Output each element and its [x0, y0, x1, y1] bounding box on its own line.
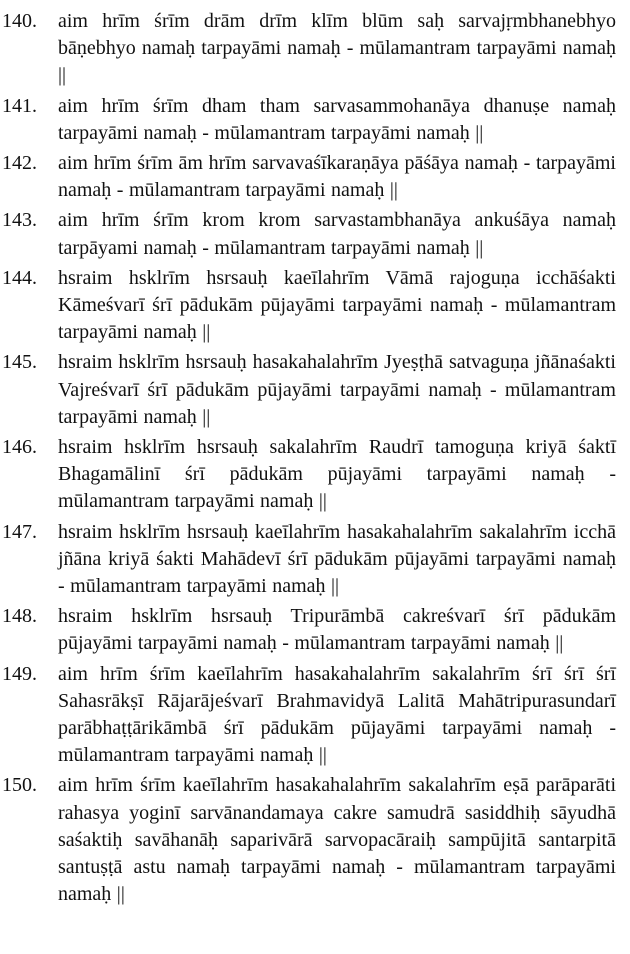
verse-147 [2, 519, 616, 601]
verse-text: aim hrīm śrīm ām hrīm sarvavaśīkaraṇāya pāśāya namaḥ - tarpayāmi namaḥ - mūlamantram tarpayāmi namaḥ || [58, 152, 616, 202]
verse-text: aim hrīm śrīm krom krom sarvastambhanāya ankuśāya namaḥ tarpāyami namaḥ - mūlamantram tarpayāmi namaḥ || [58, 209, 616, 259]
verse-number: 141. [2, 94, 37, 117]
verse-150 [2, 772, 616, 908]
verse-text: aim hrīm śrīm drām drīm klīm blūm saḥ sarvajṛmbhanebhyo bāṇebhyo namaḥ tarpayāmi namaḥ - mūlamantram tarpayāmi namaḥ || [58, 10, 616, 87]
verse-146 [2, 434, 616, 516]
verse-text: hsraim hsklrīm hsrsauḥ sakalahrīm Raudrī tamoguṇa kriyā śaktī Bhagamālinī śrī pādukām pūjayāmi tarpayāmi namaḥ - mūlamantram tarpayāmi namaḥ || [58, 436, 616, 513]
verse-text: aim hrīm śrīm dham tham sarvasammohanāya dhanuṣe namaḥ tarpayāmi namaḥ - mūlamantram tarpayāmi namaḥ || [58, 94, 616, 144]
verse-149 [2, 661, 616, 770]
verse-number: 149. [2, 662, 37, 685]
verse-141 [2, 93, 616, 147]
verse-144 [2, 265, 616, 347]
verse-number: 142. [2, 152, 37, 175]
verse-text: hsraim hsklrīm hsrsauḥ kaeīlahrīm hasakahalahrīm sakalahrīm icchā jñāna kriyā śakti Mahādevī śrī pādukām pūjayāmi tarpayāmi namaḥ - mūlamantram tarpayāmi namaḥ || [58, 520, 616, 598]
verse-number: 143. [2, 209, 37, 232]
verse-number: 146. [2, 436, 37, 459]
verse-140 [2, 8, 616, 90]
verse-text: hsraim hsklrīm hsrsauḥ hasakahalahrīm Jyeṣṭhā satvaguṇa jñānaśakti Vajreśvarī śrī pādukām pūjayāmi tarpayāmi namaḥ - mūlamantram tarpayāmi namaḥ || [58, 351, 616, 428]
verse-number: 140. [2, 10, 37, 32]
verse-148 [2, 603, 616, 657]
verse-text: aim hrīm śrīm kaeīlahrīm hasakahalahrīm sakalahrīm śrī śrī śrī Sahasrākṣī Rājarājeśvarī Brahmavidyā Lalitā Mahātripurasundarī parābhaṭṭārikāmbā śrī pādukām pūjayāmi tarpayāmi namaḥ - mūlamantram tarpayāmi namaḥ || [58, 662, 616, 767]
verse-number: 148. [2, 605, 37, 628]
verse-143 [2, 207, 616, 261]
verse-text: aim hrīm śrīm kaeīlahrīm hasakahalahrīm sakalahrīm eṣā parāparāti rahasya yoginī sarvānandamaya cakre samudrā sasiddhiḥ sāyudhā saśaktiḥ savāhanāḥ saparivārā sarvopacāraiḥ sampūjitā santarpitā santuṣṭā astu namaḥ tarpayāmi namaḥ - mūlamantram tarpayāmi namaḥ || [58, 774, 616, 906]
verse-number: 150. [2, 774, 37, 797]
verse-text: hsraim hsklrīm hsrsauḥ Tripurāmbā cakreśvarī śrī pādukām pūjayāmi tarpayāmi namaḥ - mūlamantram tarpayāmi namaḥ || [58, 605, 616, 655]
verse-text: hsraim hsklrīm hsrsauḥ kaeīlahrīm Vāmā rajoguṇa icchāśakti Kāmeśvarī śrī pādukām pūjayāmi tarpayāmi namaḥ - mūlamantram tarpayāmi namaḥ || [58, 266, 616, 344]
verse-145 [2, 349, 616, 431]
verse-142 [2, 150, 616, 204]
verse-number: 147. [2, 520, 37, 543]
verse-number: 145. [2, 351, 37, 374]
verse-number: 144. [2, 266, 37, 289]
